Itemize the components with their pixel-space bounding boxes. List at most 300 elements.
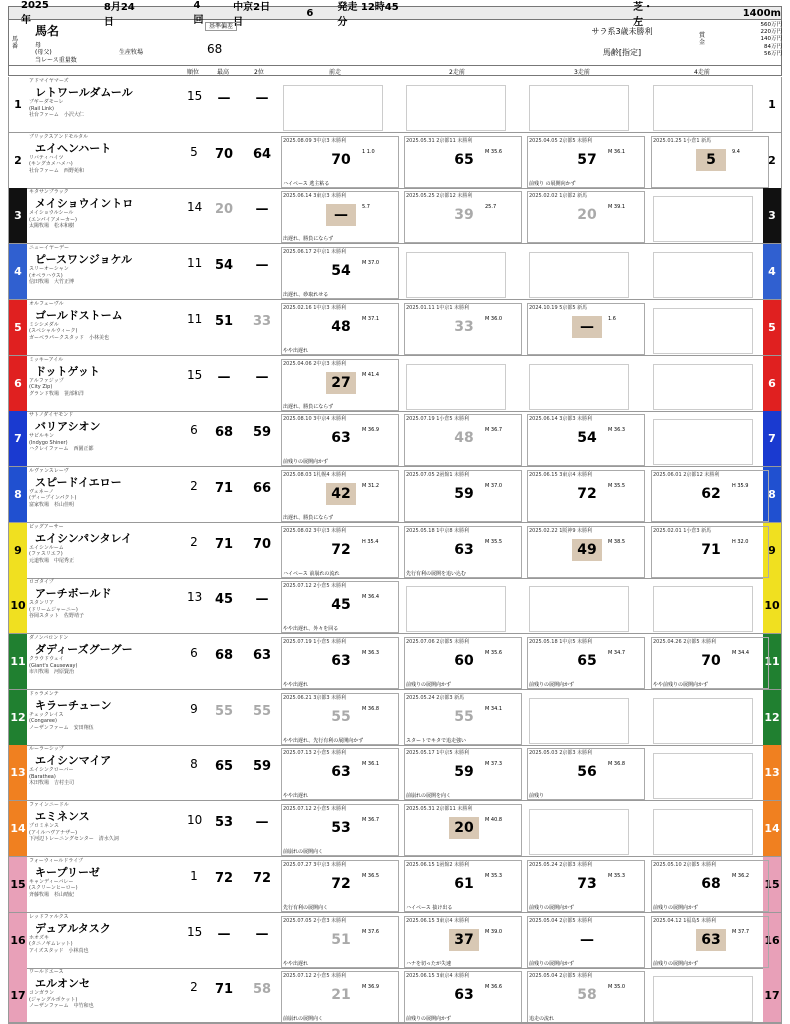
race-index: 63 — [331, 653, 351, 669]
race-title: 2025.04.05 2京都5 未勝利 — [529, 137, 593, 144]
place: 中京2日目 — [233, 2, 271, 28]
distance: 1400m — [742, 7, 781, 19]
horse-name[interactable]: メイショウイントロ — [35, 197, 134, 211]
race-result: M 36.6 — [485, 984, 503, 991]
max-index: — — [217, 369, 231, 385]
past-race[interactable] — [281, 581, 399, 633]
past-race[interactable] — [404, 693, 522, 745]
horse-name[interactable]: エイシンマイア — [35, 754, 112, 768]
past-race[interactable] — [527, 414, 645, 466]
umaban-right: 12 — [763, 690, 781, 745]
col-second: 2位 — [254, 69, 264, 76]
race-result: M 34.1 — [485, 705, 503, 712]
race-result: M 39.1 — [608, 204, 626, 211]
past-race[interactable] — [527, 916, 645, 968]
mother-name: スタンリア — [29, 600, 55, 607]
race-index: 72 — [577, 485, 597, 502]
race-comment: 前残りの展開向かず — [529, 904, 575, 911]
race-index: 48 — [331, 318, 351, 335]
mother-name: リバティハイツ — [29, 154, 64, 161]
race-result: M 36.3 — [608, 427, 626, 434]
horse-pedigree — [29, 879, 179, 899]
race-comment: やや出遅れ、外々を回る — [283, 626, 339, 633]
race-result: 25.7 — [485, 204, 497, 211]
sire-name: オルフェーヴル — [29, 300, 64, 307]
past-race[interactable] — [281, 247, 399, 299]
col-rank: 順位 — [187, 69, 200, 76]
race-index: 45 — [331, 597, 351, 614]
dam-sire-name: (エンパイアメーカー) — [29, 216, 78, 223]
horse-pedigree — [29, 155, 179, 175]
race-empty — [653, 364, 753, 410]
race-index: 65 — [454, 151, 474, 168]
race-result: 1 1.0 — [362, 148, 375, 155]
past-race[interactable] — [527, 136, 645, 188]
race-result: M 37.6 — [362, 928, 380, 935]
race-comment: 出遅れ、勝負にならず — [283, 236, 334, 243]
past-race[interactable] — [651, 860, 769, 912]
race-result: M 36.8 — [362, 705, 380, 712]
rank-value: 1 — [190, 868, 198, 883]
dam-sire-name: (ファスリエフ) — [29, 551, 63, 558]
name-label: 馬名 — [35, 24, 60, 38]
second-index: 33 — [252, 313, 272, 329]
past-race[interactable] — [404, 971, 522, 1023]
past-race[interactable] — [404, 414, 522, 466]
past-race[interactable] — [281, 136, 399, 188]
race-result: M 37.7 — [732, 928, 750, 935]
race-result: M 36.4 — [362, 594, 380, 601]
second-index: — — [255, 815, 269, 831]
dam-sire-name: (キングカメハメハ) — [29, 161, 73, 168]
past-race[interactable] — [281, 748, 399, 800]
race-index: 72 — [331, 541, 351, 558]
col-prev2: 2走前 — [449, 69, 465, 76]
race-comment: 前崩れの展開を向く — [406, 793, 452, 800]
race-comment: やや前残りの展開向かず — [653, 682, 709, 688]
past-race[interactable] — [527, 303, 645, 355]
col-prev3: 3走前 — [574, 69, 590, 76]
race-comment: やや出遅れ — [283, 347, 309, 354]
breeder-name: 谷岡スタット 佐野靖子 — [29, 613, 85, 620]
max-index: 71 — [214, 480, 234, 496]
umaban-left: 15 — [9, 857, 27, 912]
umaban-label: 馬番 — [12, 36, 19, 50]
race-index: 63 — [454, 987, 474, 1004]
mother-name: プロミネンス — [29, 823, 59, 830]
umaban-left: 4 — [9, 244, 27, 299]
race-comment: 前崩れの展開向く — [283, 849, 324, 856]
past-race[interactable] — [404, 136, 522, 188]
race-index: 68 — [701, 875, 721, 892]
race-title: 2025.07.05 2函館1 未勝利 — [406, 471, 470, 478]
race-index: 62 — [701, 485, 721, 502]
race-result: M 36.1 — [362, 761, 380, 768]
race-title: 2025.06.14 3京都3 未勝利 — [529, 416, 593, 423]
race-title: 2025.05.31 2京都11 未勝利 — [406, 806, 473, 813]
race-title: 2025.05.04 2京都5 未勝利 — [529, 973, 593, 980]
race-title: 2025.06.17 2中京1 未勝利 — [283, 249, 347, 256]
past-race[interactable] — [651, 637, 769, 689]
second-index: 66 — [252, 480, 272, 496]
umaban-right: 7 — [763, 411, 781, 466]
horse-pedigree — [29, 489, 179, 509]
breeder-name: 社台ファーム 西野苑和 — [29, 167, 84, 174]
umaban-left: 3 — [9, 188, 27, 243]
horse-pedigree — [29, 990, 179, 1010]
max-index: — — [217, 91, 231, 106]
horse-name[interactable]: ゴールドストーム — [35, 308, 123, 322]
race-result: M 34.4 — [732, 650, 750, 656]
horse-pedigree — [29, 266, 179, 286]
horse-name[interactable]: キラーチューン — [35, 698, 112, 712]
table-row — [8, 356, 782, 412]
race-comment: やや出遅れ — [283, 793, 309, 800]
max-index: 72 — [214, 870, 234, 886]
race-index: 56 — [577, 764, 597, 781]
past-race[interactable] — [527, 470, 645, 522]
past-race[interactable] — [651, 470, 769, 522]
past-race[interactable] — [281, 971, 399, 1023]
past-race[interactable] — [527, 526, 645, 578]
table-row — [8, 523, 782, 579]
race-index: 54 — [331, 263, 351, 280]
horse-pedigree — [29, 99, 179, 119]
race-comment: 前崩れの展開向く — [283, 1016, 324, 1023]
prize-3: 140万円 — [760, 36, 782, 43]
past-race[interactable] — [281, 804, 399, 856]
umaban-right: 6 — [763, 356, 781, 411]
horse-pedigree — [29, 600, 179, 620]
table-row — [8, 77, 782, 133]
race-comment: やや出遅れ — [283, 960, 309, 967]
breeder-name: グランド牧場 笹部和洋 — [29, 390, 85, 397]
sire-name: フォーウィールドライブ — [29, 857, 84, 864]
race-result: M 36.9 — [362, 427, 380, 434]
past-race[interactable] — [404, 748, 522, 800]
horse-name[interactable]: レトワールダムール — [35, 86, 133, 99]
horse-pedigree — [29, 935, 179, 955]
breeder-name: アイズスタッド 小林真也 — [29, 947, 89, 954]
horse-name[interactable]: エルオンセ — [35, 977, 90, 991]
race-comment: 前残りの展開向かず — [653, 904, 699, 911]
race-title: 2025.06.15 3東京4 未勝利 — [406, 917, 470, 924]
race-empty — [283, 85, 383, 131]
bottom-rule — [8, 1022, 782, 1023]
table-row — [8, 244, 782, 300]
rank-value: 2 — [190, 478, 198, 493]
past-race[interactable] — [404, 470, 522, 522]
past-race[interactable] — [281, 359, 399, 411]
second-index: 55 — [252, 703, 272, 719]
race-index: 63 — [331, 764, 351, 781]
horse-name[interactable]: ドットゲット — [35, 364, 100, 378]
rank-value: 15 — [187, 367, 203, 382]
past-race[interactable] — [281, 470, 399, 522]
post-time: 発走 12時45分 — [337, 2, 399, 28]
race-result: M 39.0 — [485, 928, 503, 935]
umaban-right: 11 — [763, 634, 781, 689]
race-result: M 34.7 — [608, 650, 626, 656]
race-result: M 31.2 — [362, 482, 380, 489]
past-race[interactable] — [281, 916, 399, 968]
race-result: M 35.5 — [608, 482, 626, 489]
past-race[interactable] — [527, 637, 645, 689]
race-comment: ハイペース 抜け出る — [406, 904, 453, 911]
race-comment: 先行有利の展開を追い込む — [406, 570, 467, 577]
horse-name[interactable]: ピースワンジョケル — [35, 253, 132, 267]
horse-name[interactable]: アーチボールド — [35, 587, 112, 601]
race-empty — [653, 809, 753, 855]
umaban-left: 2 — [9, 133, 27, 188]
race-result: M 37.1 — [362, 315, 380, 322]
race-index: 33 — [454, 318, 474, 335]
race-index: 49 — [572, 539, 602, 561]
umaban-left: 11 — [9, 634, 27, 689]
race-title: 2025.06.15 1函館2 未勝利 — [406, 861, 470, 868]
race-title: 2025.04.12 1福島5 未勝利 — [653, 917, 717, 924]
past-race[interactable] — [281, 693, 399, 745]
race-comment: ハナを切ったが失速 — [406, 960, 452, 967]
prize-1: 560万円 — [760, 22, 782, 28]
race-result: M 35.6 — [485, 650, 503, 656]
race-index: 51 — [331, 931, 351, 948]
race-result: M 35.0 — [608, 984, 626, 991]
rank-value: 15 — [187, 89, 203, 103]
dam-sire-name: (ジャングルポケット) — [29, 996, 78, 1003]
race-empty — [653, 85, 753, 131]
horse-pedigree — [29, 378, 179, 398]
race-title: 2025.05.04 2京都5 未勝利 — [529, 917, 593, 924]
sire-name: アドマイヤマーズ — [29, 78, 69, 84]
race-result: M 36.2 — [732, 872, 750, 879]
col-prev1: 前走 — [329, 69, 342, 76]
horse-pedigree — [29, 210, 179, 230]
sire-name: ルーラーシップ — [29, 746, 64, 753]
race-empty — [653, 308, 753, 354]
rank-value: 15 — [187, 924, 203, 939]
race-index: 71 — [701, 541, 721, 558]
mother-name: メイショウルシール — [29, 210, 74, 217]
rank-value: 13 — [187, 590, 203, 605]
rank-value: 6 — [190, 423, 198, 438]
race-title: 2025.02.02 1京都2 新馬 — [529, 193, 588, 200]
race-comment: ハイペース 逃主粘る — [283, 180, 330, 187]
race-result: M 37.0 — [485, 482, 503, 489]
race-title: 2025.07.12 2小倉5 未勝利 — [283, 583, 347, 590]
race-result: M 37.3 — [485, 761, 503, 768]
horse-name[interactable]: ダディーズグーグー — [35, 643, 133, 656]
race-result: H 35.9 — [732, 482, 749, 489]
race-title: 2025.06.01 2京都12 未勝利 — [653, 471, 720, 478]
horse-name[interactable]: エミネンス — [35, 810, 90, 824]
rank-value: 11 — [187, 311, 203, 326]
past-race[interactable] — [404, 860, 522, 912]
second-index: 64 — [252, 146, 272, 162]
past-race[interactable] — [651, 136, 769, 188]
past-race[interactable] — [281, 637, 399, 689]
prize-2: 220万円 — [760, 29, 782, 36]
sire-name: ワールドエース — [29, 969, 64, 976]
past-race[interactable] — [527, 860, 645, 912]
max-index: 54 — [214, 258, 234, 274]
race-result: 5.7 — [362, 204, 370, 211]
horse-pedigree — [29, 656, 179, 676]
race-title: 2025.07.12 2小倉5 未勝利 — [283, 806, 347, 813]
table-row — [8, 913, 782, 969]
owner-label: 当レース重量数 — [35, 57, 77, 64]
second-index: — — [255, 369, 269, 385]
race-index: 39 — [454, 207, 474, 224]
past-race[interactable] — [404, 191, 522, 243]
race-comment: 前残りの展開向かず — [406, 682, 452, 688]
mother-name: チェックレイス — [29, 711, 64, 718]
mother-name: ホオズキ — [29, 934, 49, 941]
umaban-right: 9 — [763, 523, 781, 578]
breeder-label: 生産牧場 — [119, 49, 144, 56]
past-race[interactable] — [281, 860, 399, 912]
max-index: 68 — [214, 648, 234, 663]
race-index: 63 — [331, 430, 351, 447]
breeder-name: 太陽牧場 松本和樹 — [29, 223, 75, 230]
umaban-right: 4 — [763, 244, 781, 299]
race-index: 5 — [696, 149, 726, 171]
umaban-left: 7 — [9, 411, 27, 466]
table-row — [8, 411, 782, 467]
horse-name[interactable]: エイヘンハート — [35, 141, 112, 155]
mother-name: キャンディーバレー — [29, 878, 74, 885]
horse-pedigree — [29, 545, 179, 565]
umaban-right: 15 — [763, 857, 781, 912]
race-title: 2025.07.06 2京都5 未勝利 — [406, 639, 470, 645]
race-comment: 前残りの展開向かず — [529, 960, 575, 967]
table-row — [8, 801, 782, 857]
race-result: H 32.0 — [732, 538, 749, 545]
past-race[interactable] — [527, 748, 645, 800]
past-race[interactable] — [527, 191, 645, 243]
past-race[interactable] — [527, 971, 645, 1023]
prize-4: 84万円 — [764, 43, 782, 50]
second-index: 59 — [252, 759, 272, 775]
race-title: 2025.02.01 1小倉3 新馬 — [653, 527, 712, 534]
kai: 4回 — [193, 0, 204, 26]
race-result: M 35.5 — [485, 538, 503, 545]
race-title: 2025.07.27 3中京3 未勝利 — [283, 861, 347, 868]
horse-name[interactable]: デュアルタスク — [35, 921, 111, 935]
table-row — [8, 133, 782, 189]
table-row — [8, 745, 782, 801]
mother-name: ブギーダモーレ — [29, 99, 64, 105]
breeder-name: 元道牧場 中尾秀正 — [29, 557, 75, 564]
race-title: 2025.08.02 3中京3 未勝利 — [283, 527, 347, 534]
dam-sire-name: (アイルハヴアナザー) — [29, 829, 78, 836]
past-race[interactable] — [404, 303, 522, 355]
umaban-right: 17 — [763, 968, 781, 1023]
race-result: M 36.5 — [362, 872, 380, 879]
race-comment: 出遅れ、勝負にならず — [283, 403, 334, 410]
horse-pedigree — [29, 712, 179, 732]
race-index: 60 — [454, 653, 474, 669]
race-class-box — [532, 26, 712, 66]
past-race[interactable] — [281, 191, 399, 243]
breeder-name: 富家牧場 杉山佳明 — [29, 501, 75, 508]
race-title: 2025.07.19 1小倉5 未勝利 — [283, 639, 347, 645]
race-comment: スタートでキタで追走強い — [406, 737, 466, 744]
race-result: 9.4 — [732, 148, 740, 155]
mother-name: エイシンクローバー — [29, 767, 74, 774]
max-index: 55 — [214, 703, 234, 719]
umaban-right: 8 — [763, 467, 781, 522]
second-index: 63 — [252, 648, 272, 663]
past-race[interactable] — [281, 414, 399, 466]
second-index: 70 — [252, 536, 272, 552]
prize-list — [692, 22, 782, 58]
umaban-left: 10 — [9, 578, 27, 633]
rank-value: 10 — [187, 813, 203, 828]
race-title: 2025.02.16 1中京3 未勝利 — [283, 304, 347, 311]
second-index: — — [255, 592, 269, 608]
race-title: 2025.08.03 1札幌4 未勝利 — [283, 471, 347, 478]
breeder-name: 斉藤牧場 杉山晴紀 — [29, 891, 75, 898]
race-number: 6 — [306, 7, 314, 19]
max-index: 53 — [214, 815, 234, 831]
sire-name: サトノダイヤモンド — [29, 412, 74, 419]
horse-name[interactable]: バリアシオン — [35, 420, 101, 434]
sire-name: ダノンバロンドン — [29, 635, 69, 641]
race-empty — [653, 698, 753, 744]
horse-pedigree — [29, 433, 179, 453]
race-empty — [406, 252, 506, 298]
rank-value: 9 — [190, 701, 198, 716]
dam-sire-name: (スクリーンヒーロー) — [29, 885, 78, 892]
breeder-name: 木田牧場 吉村圭司 — [29, 780, 75, 787]
race-title: 2025.04.26 2京都5 未勝利 — [653, 639, 717, 645]
umaban-left: 9 — [9, 523, 27, 578]
horse-pedigree — [29, 767, 179, 787]
rank-value: 8 — [190, 757, 198, 772]
sire-name: キタサンブラック — [29, 189, 69, 196]
umaban-right: 3 — [763, 188, 781, 243]
race-comment: 出遅れ、砂取れせる — [283, 292, 329, 299]
race-index: 70 — [701, 653, 721, 669]
umaban-left: 1 — [9, 77, 27, 132]
prize-5: 56万円 — [764, 50, 782, 57]
horse-name[interactable]: キープリーゼ — [35, 865, 100, 879]
race-index: 57 — [577, 151, 597, 168]
dam-sire-name: (Rail Link) — [29, 105, 54, 112]
umaban-right: 2 — [763, 133, 781, 188]
dam-sire-name: (ディープインパクト) — [29, 495, 77, 502]
past-race[interactable] — [404, 916, 522, 968]
max-index: 65 — [214, 759, 234, 775]
race-comment: 出遅れ、勝負にならず — [283, 514, 334, 521]
race-index: 63 — [696, 929, 726, 951]
past-race[interactable] — [651, 916, 769, 968]
past-race[interactable] — [281, 303, 399, 355]
past-race[interactable] — [404, 526, 522, 578]
horse-name[interactable]: スピードイエロー — [35, 475, 122, 489]
past-race[interactable] — [404, 637, 522, 689]
past-race[interactable] — [404, 804, 522, 856]
past-race[interactable] — [281, 526, 399, 578]
race-index: 55 — [331, 708, 351, 725]
race-title: 2025.05.17 1中京5 未勝利 — [406, 750, 470, 757]
race-index: — — [572, 316, 602, 338]
horse-name[interactable]: エイシンパンタレイ — [35, 531, 132, 545]
umaban-right: 16 — [763, 913, 781, 968]
race-empty — [653, 419, 753, 465]
past-race[interactable] — [651, 526, 769, 578]
